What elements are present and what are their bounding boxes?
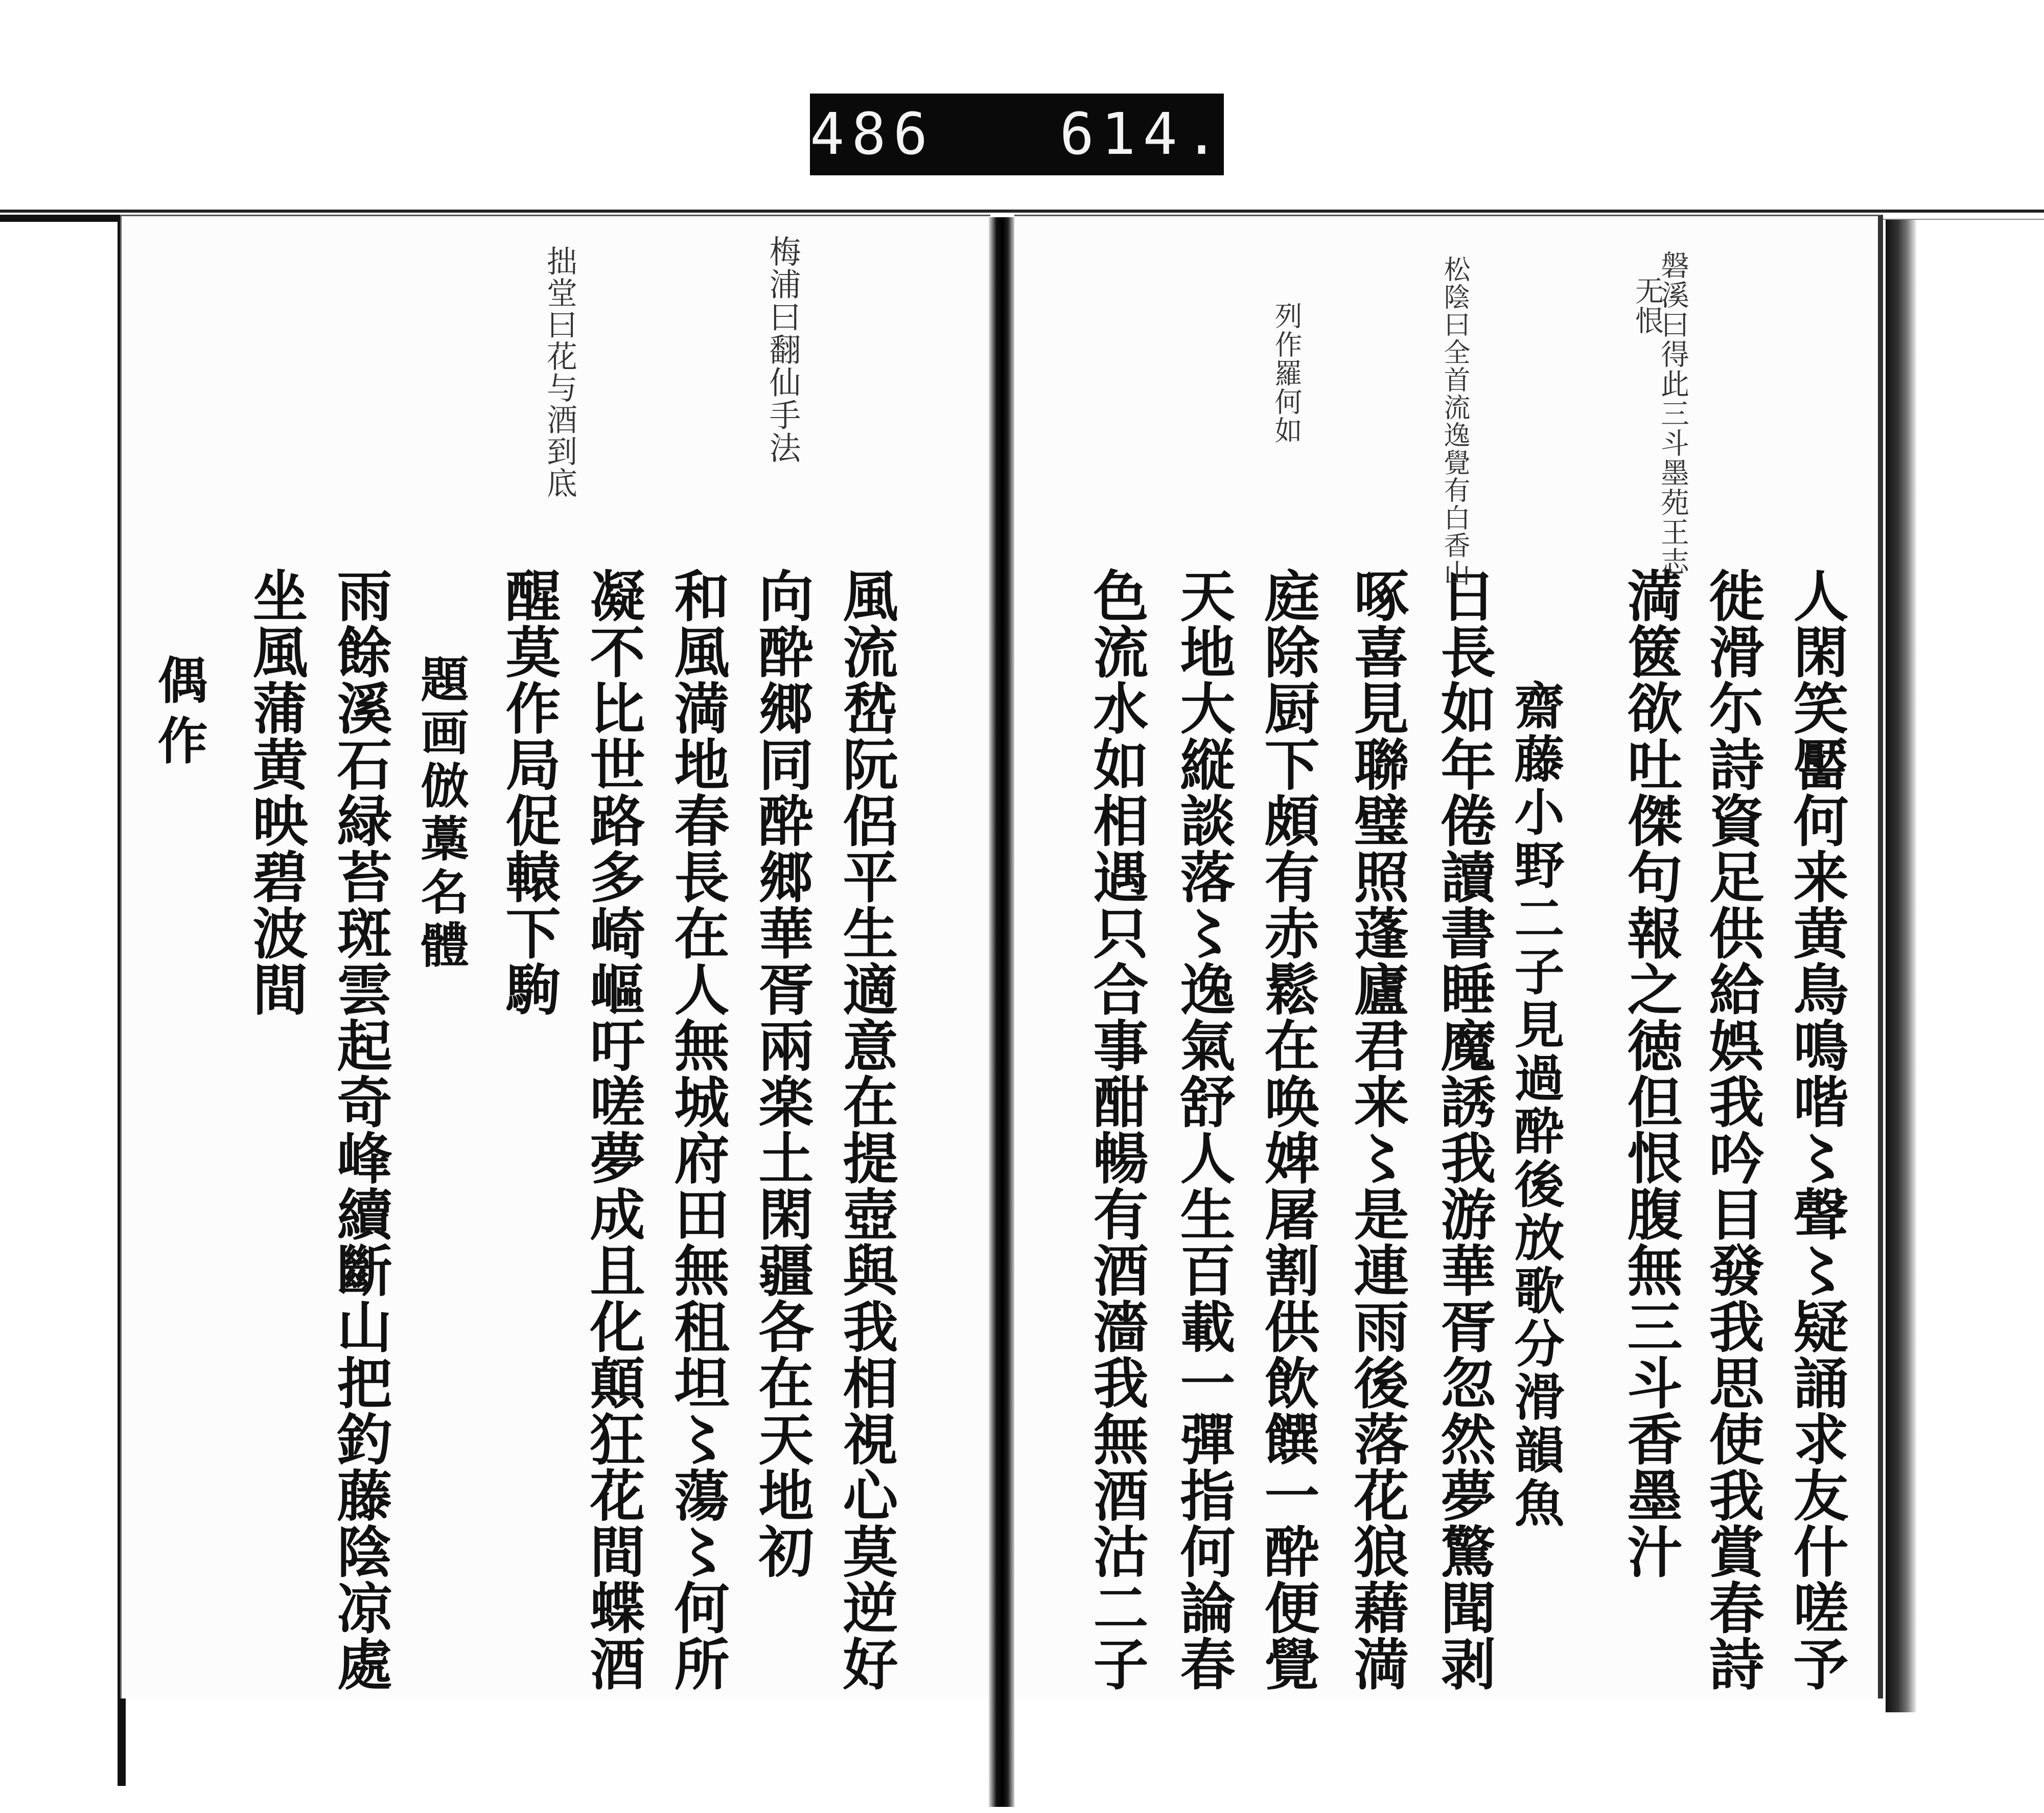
poem-line: 天地大縦談落〻逸氣舒人生百載一彈指何論春 <box>1171 567 1235 1692</box>
commentary-note: 梅浦曰翻仙手法 <box>764 235 801 464</box>
poem-line: 風流嵆阮侶平生適意在提壺與我相視心莫逆好 <box>833 567 898 1692</box>
book-spine <box>989 217 1014 1807</box>
book-cover-edge <box>0 215 126 1786</box>
poem-title: 題画倣藁名體 <box>412 654 469 973</box>
poem-title: 齋藤小野二子見過酔後放歌分滑韻魚 <box>1506 680 1565 1530</box>
page-stack-edge <box>1886 220 1916 1712</box>
commentary-note: 无恨 <box>1631 276 1664 335</box>
commentary-note: 拙堂曰花与酒到底 <box>542 245 577 499</box>
poem-line: 徙滑尓詩資足供給娯我吟目發我思使我賞春詩 <box>1700 567 1764 1692</box>
poem-line: 醒莫作局促轅下駒 <box>496 567 561 1017</box>
poem-line: 啄喜見聯璧照蓬廬君来〻是連雨後落花狼藉満 <box>1344 567 1409 1692</box>
poem-line: 坐風蒲黄映碧波間 <box>243 567 308 1017</box>
poem-line: 凝不比世路多崎嶇吁嗟夢成且化顛狂花間蝶酒 <box>580 567 645 1692</box>
poem-line: 向酔郷同酔郷華胥兩楽土閑疆各在天地初 <box>749 567 814 1579</box>
poem-line: 日長如年倦讀書睡魔誘我游華胥忽然夢驚聞剥 <box>1431 567 1496 1692</box>
archive-number-stamp: 486 614. <box>810 94 1224 175</box>
commentary-note: 列作羅何如 <box>1270 302 1303 445</box>
poem-line: 雨餘溪石緑苔斑雲起奇峰續斷山把釣藤陰凉處 <box>328 567 392 1692</box>
poem-title: 偶作 <box>149 654 208 775</box>
commentary-note: 松陰曰全首流逸覺有白香山 <box>1439 256 1470 587</box>
poem-line: 和風満地春長在人無城府田無租坦〻蕩〻何所 <box>665 567 729 1692</box>
poem-line: 庭除厨下頗有赤鬆在唤婢屠割供飲饌一酔便覺 <box>1255 567 1319 1692</box>
poem-line: 色流水如相遇只合事酣暢有酒濇我無酒沽二子 <box>1084 567 1148 1692</box>
poem-line: 人閑笑靨何来黄鳥鳴喈〻聲〻疑誦求友什嗟予 <box>1784 567 1848 1692</box>
poem-line: 満篋欲吐傑句報之徳但恨腹無三斗香墨汁 <box>1618 567 1682 1579</box>
commentary-note: 磐溪曰得此三斗墨苑王志 <box>1656 250 1689 577</box>
